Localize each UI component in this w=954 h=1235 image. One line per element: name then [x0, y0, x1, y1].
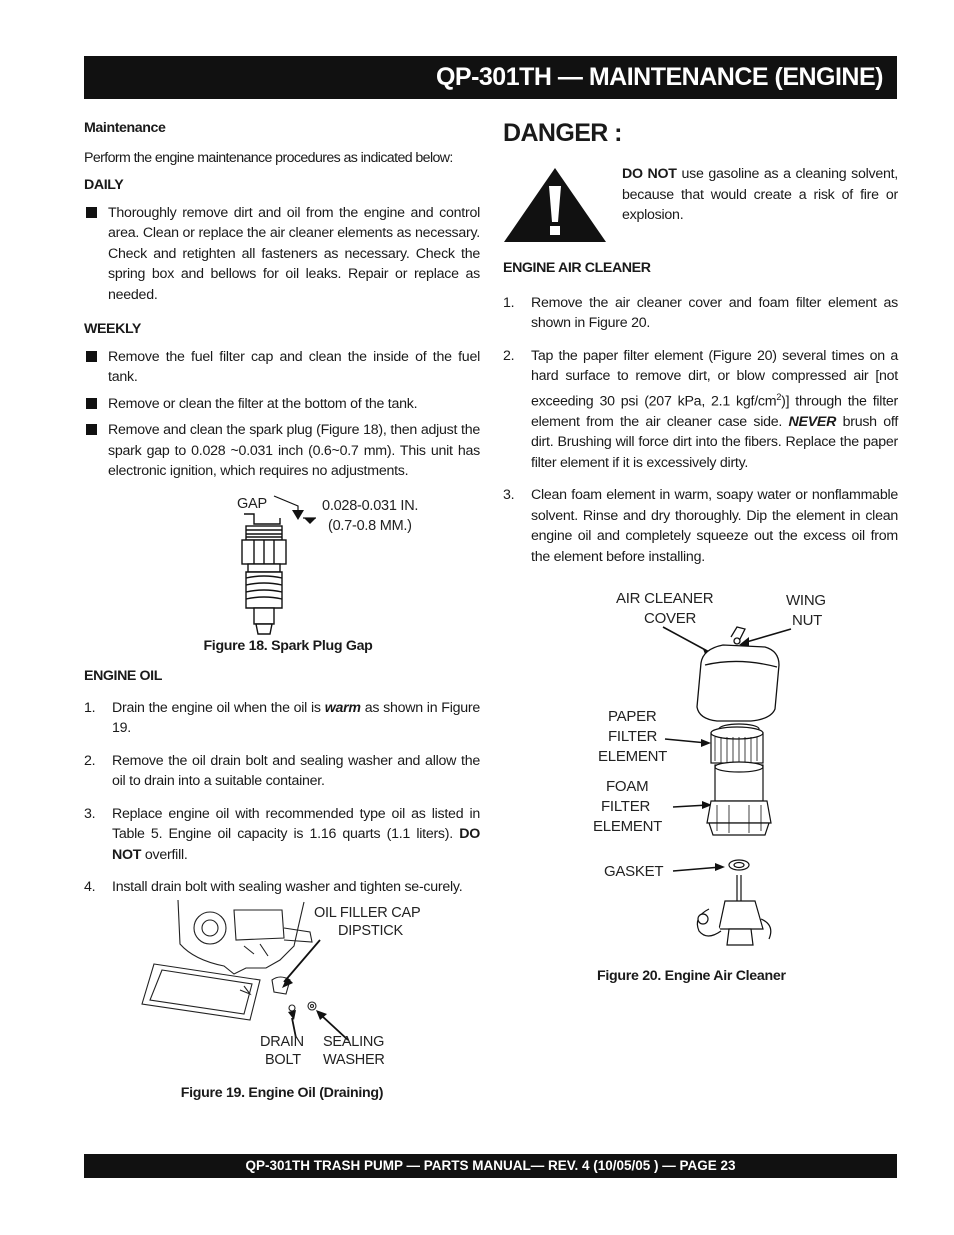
oil-step: 2. Remove the oil drain bolt and sealing washer and allow the oil to drain into a suitable container. [84, 752, 480, 789]
daily-item: Thoroughly remove dirt and oil from the engine and control area. Clean or replace the air cleaner elements as necessary. Check and retighten all fasteners as necessary. Check the spring box and bellows for oil leaks. Repair or replace as needed. [84, 203, 480, 306]
foam-label-2: FILTER [601, 798, 651, 816]
oil-drain-figure [84, 898, 480, 1078]
air-step: 1. Remove the air cleaner cover and foam filter element as shown in Figure 20. [503, 294, 898, 331]
spark-plug-figure [84, 488, 480, 638]
engine-oil-heading: ENGINE OIL [84, 668, 162, 684]
paper-filter-icon [711, 724, 763, 763]
danger-title: DANGER : [503, 119, 622, 147]
cover-label-2: COVER [644, 610, 697, 628]
gap-spec-mm: (0.7-0.8 MM.) [328, 517, 412, 534]
oil-step: 4. Install drain bolt with sealing washer and tighten se-curely. [84, 879, 463, 895]
wing-label-1: WING [786, 592, 826, 610]
air-cleaner-base-icon [697, 875, 770, 945]
foam-label-1: FOAM [606, 778, 649, 796]
fig20-caption: Figure 20. Engine Air Cleaner [597, 968, 786, 985]
oil-step: 1. Drain the engine oil when the oil is warm as shown in Figure 19. [84, 699, 480, 736]
daily-heading: DAILY [84, 177, 124, 193]
footer-text: QP-301TH TRASH PUMP — PARTS MANUAL— REV. 4 (10/05/05 ) — PAGE 23 [245, 1158, 736, 1173]
paper-label-3: ELEMENT [598, 748, 668, 766]
bolt-label: BOLT [265, 1051, 301, 1068]
page-header [84, 56, 897, 99]
bullet-square [86, 398, 97, 409]
maintenance-intro: Perform the engine maintenance procedures as indicated below: [84, 149, 453, 166]
oil-step: 3. Replace engine oil with recommended type oil as listed in Table 5. Engine oil capacity is 1.16 quarts (1.1 liters). DO NOT overfill. [84, 805, 480, 863]
engine-icon [142, 900, 316, 1020]
fig18-caption: Figure 18. Spark Plug Gap [203, 637, 373, 654]
right-column [503, 118, 898, 987]
oil-filler-cap-label: OIL FILLER CAP [314, 904, 421, 921]
wing-label-2: NUT [792, 612, 823, 630]
paper-label-2: FILTER [608, 728, 658, 746]
danger-text: DO NOT use gasoline as a cleaning solvent, because that would create a risk of fire or explosion. [622, 166, 898, 223]
fig19-caption: Figure 19. Engine Oil (Draining) [180, 1084, 384, 1101]
weekly-heading: WEEKLY [84, 321, 141, 337]
gasket-label: GASKET [604, 863, 664, 881]
sealing-label: SEALING [323, 1033, 385, 1050]
air-cleaner-figure [503, 579, 898, 964]
gap-spec-in: 0.028-0.031 IN. [322, 497, 419, 514]
gap-label: GAP [237, 495, 267, 512]
weekly-item: Remove and clean the spark plug (Figure 18), then adjust the spark gap to 0.028 ~0.031 inch (0.6~0.7 mm). This unit has electronic ignition, which requires no adjustments. [84, 420, 480, 482]
bullet-square [86, 424, 97, 435]
cover-label-1: AIR CLEANER [616, 590, 714, 608]
air-step: 2. Tap the paper filter element (Figure 20) several times on a hard surface to remove dirt, or blow compressed air [not exceeding 30 psi (207 kPa, 2.1 kgf/$cm^2$)] through the filter element from the air cleaner case side. NEVER brush off dirt. Brushing will force dirt into the fibers. Replace the paper filter element if it is excessively dirty. [503, 347, 899, 471]
drain-label: DRAIN [260, 1033, 304, 1050]
air-cleaner-cover-icon [697, 627, 779, 721]
maintenance-heading: Maintenance [84, 120, 166, 136]
weekly-item: Remove the fuel filter cap and clean the inside of the fuel tank. [84, 347, 480, 388]
spark-plug-icon [242, 514, 286, 634]
foam-label-3: ELEMENT [593, 818, 663, 836]
weekly-item: Remove or clean the filter at the bottom of the tank. [84, 394, 480, 415]
warning-triangle-icon [503, 166, 608, 244]
washer-label: WASHER [323, 1051, 385, 1068]
foam-filter-icon [707, 762, 771, 835]
paper-label-1: PAPER [608, 708, 657, 726]
bullet-square [86, 207, 97, 218]
page-title: QP-301TH — MAINTENANCE (ENGINE) [435, 63, 883, 91]
air-step: 3. Clean foam element in warm, soapy water or nonflammable solvent. Rinse and dry thoroughly. Dip the element in clean engine oil and completely squeeze out the excess oil from the element before installing. [503, 487, 898, 565]
air-cleaner-heading: ENGINE AIR CLEANER [503, 260, 651, 276]
bullet-square [86, 351, 97, 362]
danger-box [503, 154, 898, 244]
left-column [84, 118, 480, 1103]
gasket-icon [729, 860, 749, 870]
dipstick-label: DIPSTICK [338, 922, 403, 939]
page-footer [84, 1154, 897, 1178]
